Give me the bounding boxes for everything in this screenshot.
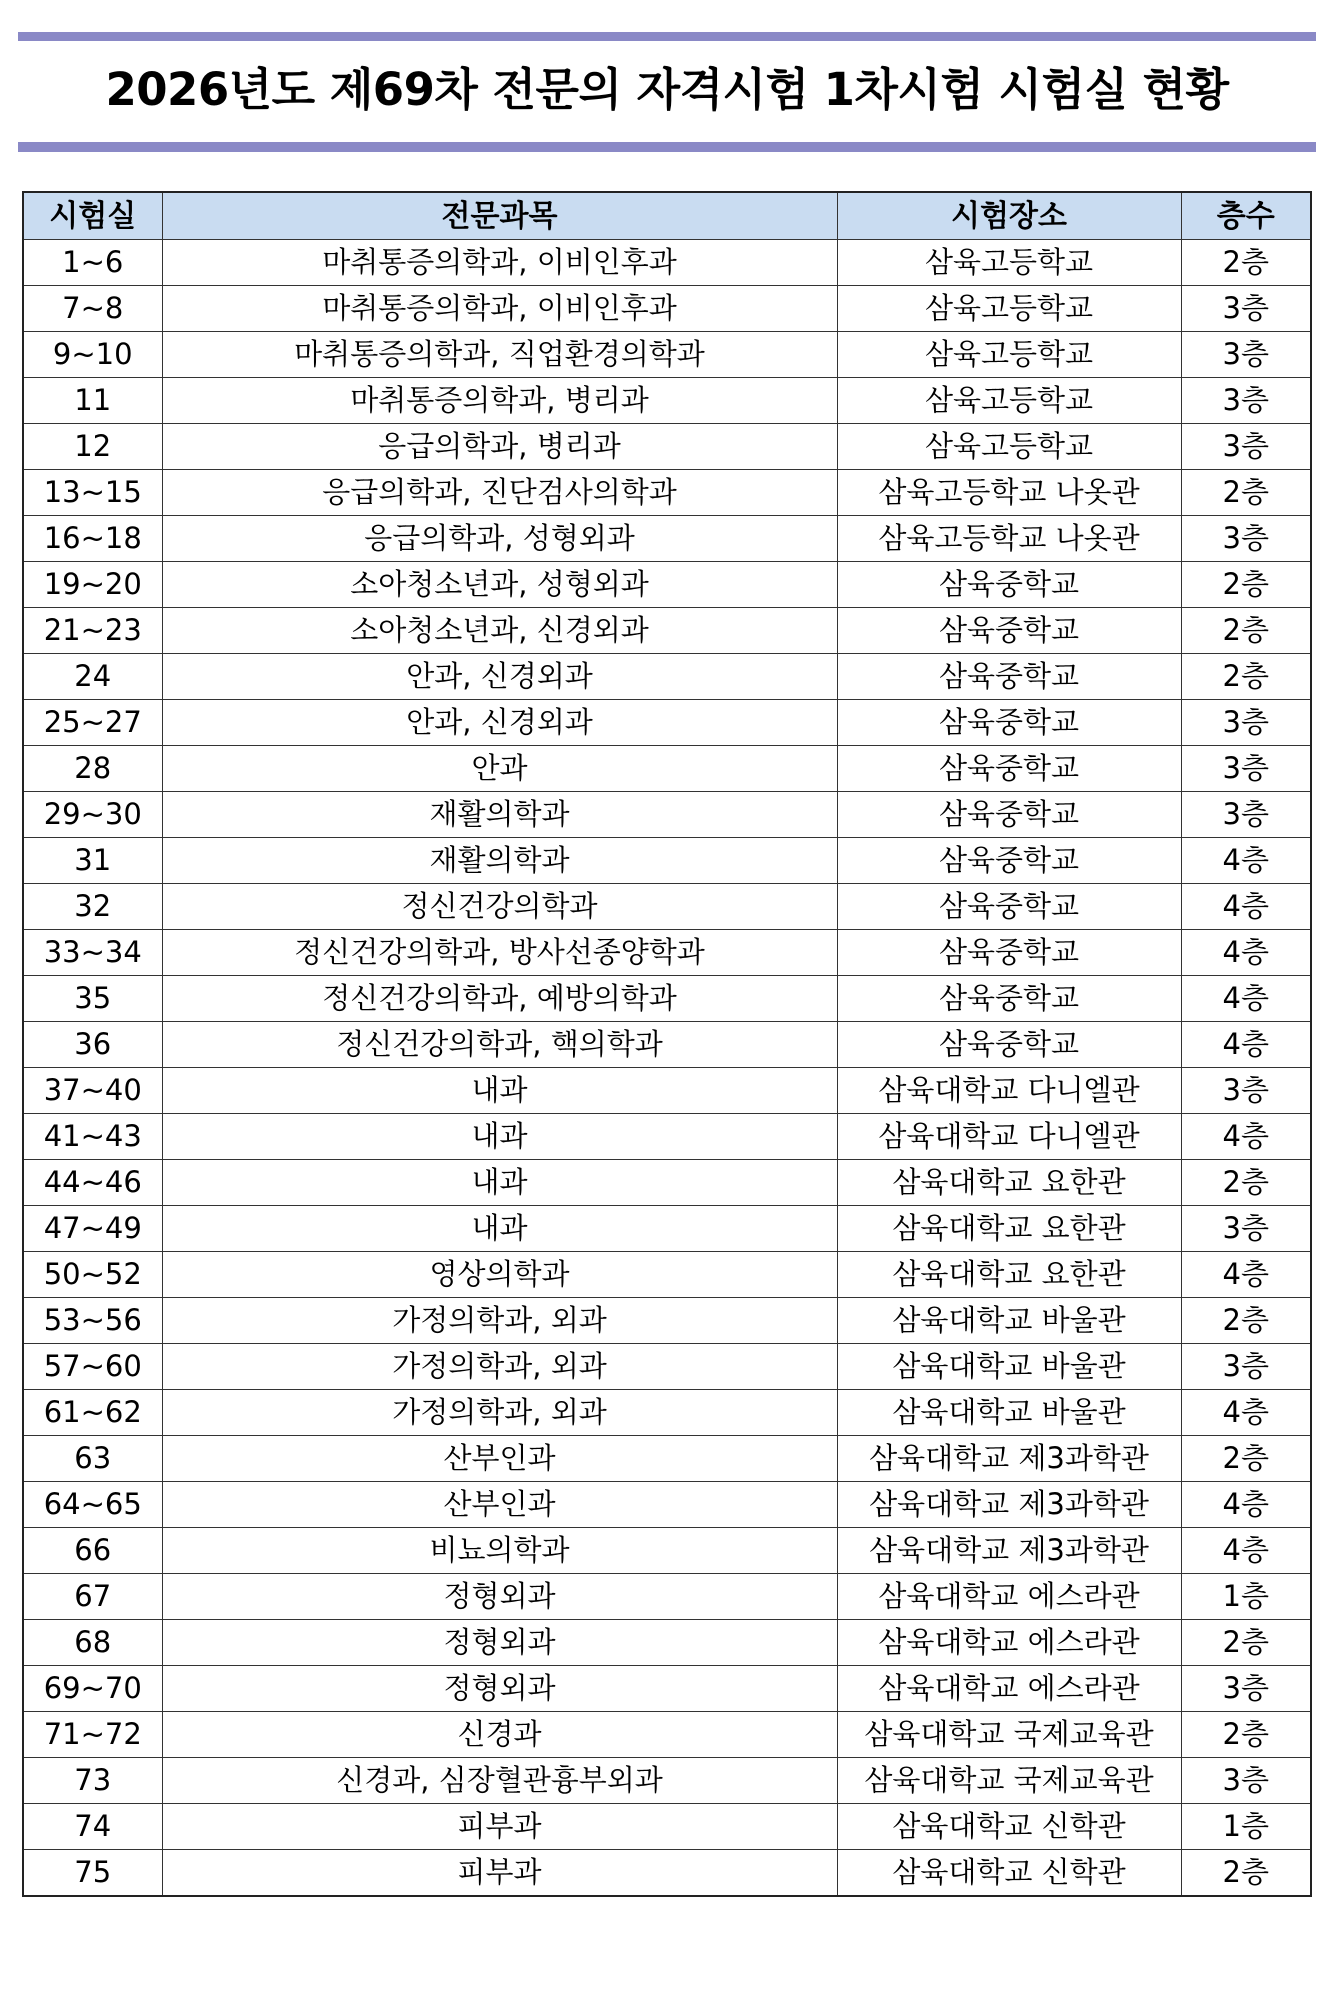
cell-place: 삼육중학교 <box>837 562 1181 608</box>
cell-subject: 정신건강의학과, 방사선종양학과 <box>162 930 837 976</box>
cell-room: 50~52 <box>23 1252 162 1298</box>
cell-subject: 내과 <box>162 1160 837 1206</box>
cell-floor: 3층 <box>1181 516 1311 562</box>
cell-subject: 신경과, 심장혈관흉부외과 <box>162 1758 837 1804</box>
cell-subject: 비뇨의학과 <box>162 1528 837 1574</box>
cell-room: 36 <box>23 1022 162 1068</box>
cell-place: 삼육대학교 제3과학관 <box>837 1436 1181 1482</box>
cell-subject: 피부과 <box>162 1850 837 1897</box>
cell-floor: 4층 <box>1181 1390 1311 1436</box>
cell-place: 삼육대학교 바울관 <box>837 1344 1181 1390</box>
cell-room: 74 <box>23 1804 162 1850</box>
cell-room: 25~27 <box>23 700 162 746</box>
cell-floor: 4층 <box>1181 1482 1311 1528</box>
cell-place: 삼육대학교 제3과학관 <box>837 1482 1181 1528</box>
table-row <box>23 976 1311 1022</box>
cell-subject: 정신건강의학과, 핵의학과 <box>162 1022 837 1068</box>
cell-room: 67 <box>23 1574 162 1620</box>
table-body <box>23 240 1311 1897</box>
cell-room: 21~23 <box>23 608 162 654</box>
cell-place: 삼육중학교 <box>837 700 1181 746</box>
cell-room: 9~10 <box>23 332 162 378</box>
cell-floor: 3층 <box>1181 792 1311 838</box>
title-band <box>18 32 1316 152</box>
cell-subject: 피부과 <box>162 1804 837 1850</box>
table-row <box>23 1528 1311 1574</box>
cell-room: 28 <box>23 746 162 792</box>
cell-floor: 2층 <box>1181 1298 1311 1344</box>
cell-place: 삼육중학교 <box>837 792 1181 838</box>
cell-floor: 4층 <box>1181 884 1311 930</box>
cell-place: 삼육고등학교 <box>837 424 1181 470</box>
cell-subject: 정형외과 <box>162 1574 837 1620</box>
cell-room: 35 <box>23 976 162 1022</box>
table-row <box>23 286 1311 332</box>
cell-place: 삼육고등학교 <box>837 240 1181 286</box>
cell-subject: 마취통증의학과, 직업환경의학과 <box>162 332 837 378</box>
table-row <box>23 1482 1311 1528</box>
cell-subject: 신경과 <box>162 1712 837 1758</box>
table-row <box>23 424 1311 470</box>
cell-subject: 소아청소년과, 신경외과 <box>162 608 837 654</box>
cell-floor: 4층 <box>1181 838 1311 884</box>
cell-floor: 2층 <box>1181 1850 1311 1897</box>
table-row <box>23 562 1311 608</box>
cell-place: 삼육중학교 <box>837 838 1181 884</box>
cell-floor: 2층 <box>1181 1436 1311 1482</box>
cell-room: 68 <box>23 1620 162 1666</box>
cell-place: 삼육대학교 에스라관 <box>837 1666 1181 1712</box>
cell-room: 75 <box>23 1850 162 1897</box>
cell-room: 41~43 <box>23 1114 162 1160</box>
cell-place: 삼육고등학교 <box>837 332 1181 378</box>
cell-subject: 내과 <box>162 1114 837 1160</box>
cell-place: 삼육대학교 요한관 <box>837 1206 1181 1252</box>
cell-floor: 3층 <box>1181 1758 1311 1804</box>
cell-subject: 소아청소년과, 성형외과 <box>162 562 837 608</box>
cell-subject: 정형외과 <box>162 1620 837 1666</box>
title-bottom-rule <box>18 142 1316 152</box>
cell-floor: 2층 <box>1181 1620 1311 1666</box>
cell-place: 삼육대학교 바울관 <box>837 1298 1181 1344</box>
cell-room: 53~56 <box>23 1298 162 1344</box>
cell-floor: 2층 <box>1181 470 1311 516</box>
cell-floor: 3층 <box>1181 1206 1311 1252</box>
table-row <box>23 470 1311 516</box>
cell-room: 69~70 <box>23 1666 162 1712</box>
table-row <box>23 1620 1311 1666</box>
cell-place: 삼육대학교 신학관 <box>837 1850 1181 1897</box>
cell-place: 삼육대학교 요한관 <box>837 1160 1181 1206</box>
cell-room: 12 <box>23 424 162 470</box>
table-row <box>23 240 1311 286</box>
cell-floor: 4층 <box>1181 1252 1311 1298</box>
cell-floor: 2층 <box>1181 1712 1311 1758</box>
document-title: 2026년도 제69차 전문의 자격시험 1차시험 시험실 현황 <box>105 63 1229 116</box>
cell-floor: 3층 <box>1181 286 1311 332</box>
table-row <box>23 1850 1311 1897</box>
cell-floor: 4층 <box>1181 1022 1311 1068</box>
cell-room: 7~8 <box>23 286 162 332</box>
table-row <box>23 1436 1311 1482</box>
cell-floor: 2층 <box>1181 562 1311 608</box>
table-row <box>23 1712 1311 1758</box>
cell-subject: 내과 <box>162 1068 837 1114</box>
cell-room: 71~72 <box>23 1712 162 1758</box>
table-row <box>23 1160 1311 1206</box>
table-row <box>23 1390 1311 1436</box>
table-row <box>23 1022 1311 1068</box>
cell-floor: 3층 <box>1181 378 1311 424</box>
table-row <box>23 378 1311 424</box>
table-row <box>23 1574 1311 1620</box>
cell-subject: 마취통증의학과, 이비인후과 <box>162 286 837 332</box>
header-place: 시험장소 <box>837 192 1181 240</box>
cell-room: 61~62 <box>23 1390 162 1436</box>
cell-floor: 1층 <box>1181 1574 1311 1620</box>
cell-floor: 4층 <box>1181 1114 1311 1160</box>
cell-floor: 3층 <box>1181 1666 1311 1712</box>
cell-room: 31 <box>23 838 162 884</box>
cell-subject: 응급의학과, 진단검사의학과 <box>162 470 837 516</box>
cell-room: 57~60 <box>23 1344 162 1390</box>
cell-place: 삼육대학교 다니엘관 <box>837 1114 1181 1160</box>
cell-place: 삼육대학교 바울관 <box>837 1390 1181 1436</box>
cell-place: 삼육중학교 <box>837 884 1181 930</box>
cell-floor: 1층 <box>1181 1804 1311 1850</box>
cell-place: 삼육중학교 <box>837 746 1181 792</box>
cell-subject: 재활의학과 <box>162 838 837 884</box>
cell-room: 47~49 <box>23 1206 162 1252</box>
cell-subject: 산부인과 <box>162 1482 837 1528</box>
cell-subject: 안과 <box>162 746 837 792</box>
cell-floor: 4층 <box>1181 976 1311 1022</box>
table-row <box>23 654 1311 700</box>
cell-place: 삼육고등학교 나옷관 <box>837 516 1181 562</box>
cell-subject: 가정의학과, 외과 <box>162 1390 837 1436</box>
cell-place: 삼육중학교 <box>837 654 1181 700</box>
cell-floor: 2층 <box>1181 1160 1311 1206</box>
cell-place: 삼육대학교 에스라관 <box>837 1620 1181 1666</box>
table-row <box>23 884 1311 930</box>
cell-floor: 3층 <box>1181 424 1311 470</box>
cell-subject: 안과, 신경외과 <box>162 654 837 700</box>
cell-subject: 안과, 신경외과 <box>162 700 837 746</box>
table-row <box>23 792 1311 838</box>
cell-place: 삼육대학교 국제교육관 <box>837 1758 1181 1804</box>
cell-subject: 재활의학과 <box>162 792 837 838</box>
cell-subject: 응급의학과, 성형외과 <box>162 516 837 562</box>
table-row <box>23 1206 1311 1252</box>
cell-floor: 4층 <box>1181 1528 1311 1574</box>
table-row <box>23 1666 1311 1712</box>
cell-room: 73 <box>23 1758 162 1804</box>
table-row <box>23 1252 1311 1298</box>
cell-place: 삼육대학교 신학관 <box>837 1804 1181 1850</box>
cell-subject: 정신건강의학과 <box>162 884 837 930</box>
cell-place: 삼육중학교 <box>837 930 1181 976</box>
cell-place: 삼육대학교 다니엘관 <box>837 1068 1181 1114</box>
cell-place: 삼육중학교 <box>837 608 1181 654</box>
cell-floor: 2층 <box>1181 608 1311 654</box>
cell-subject: 영상의학과 <box>162 1252 837 1298</box>
cell-floor: 3층 <box>1181 746 1311 792</box>
cell-floor: 3층 <box>1181 700 1311 746</box>
cell-place: 삼육대학교 에스라관 <box>837 1574 1181 1620</box>
cell-room: 64~65 <box>23 1482 162 1528</box>
cell-place: 삼육대학교 제3과학관 <box>837 1528 1181 1574</box>
cell-subject: 내과 <box>162 1206 837 1252</box>
cell-room: 32 <box>23 884 162 930</box>
header-floor: 층수 <box>1181 192 1311 240</box>
table-row <box>23 516 1311 562</box>
cell-subject: 마취통증의학과, 이비인후과 <box>162 240 837 286</box>
cell-room: 11 <box>23 378 162 424</box>
header-room: 시험실 <box>23 192 162 240</box>
table-header-row <box>23 192 1311 240</box>
cell-room: 37~40 <box>23 1068 162 1114</box>
table-row <box>23 332 1311 378</box>
cell-subject: 응급의학과, 병리과 <box>162 424 837 470</box>
table-row <box>23 1344 1311 1390</box>
table-row <box>23 746 1311 792</box>
cell-room: 63 <box>23 1436 162 1482</box>
cell-floor: 3층 <box>1181 1068 1311 1114</box>
cell-subject: 정형외과 <box>162 1666 837 1712</box>
cell-room: 19~20 <box>23 562 162 608</box>
cell-place: 삼육중학교 <box>837 976 1181 1022</box>
cell-room: 29~30 <box>23 792 162 838</box>
cell-floor: 2층 <box>1181 240 1311 286</box>
cell-floor: 3층 <box>1181 1344 1311 1390</box>
cell-room: 33~34 <box>23 930 162 976</box>
cell-place: 삼육대학교 국제교육관 <box>837 1712 1181 1758</box>
cell-subject: 마취통증의학과, 병리과 <box>162 378 837 424</box>
cell-floor: 4층 <box>1181 930 1311 976</box>
cell-floor: 3층 <box>1181 332 1311 378</box>
cell-subject: 가정의학과, 외과 <box>162 1298 837 1344</box>
cell-room: 24 <box>23 654 162 700</box>
table-row <box>23 700 1311 746</box>
table-row <box>23 1068 1311 1114</box>
table-row <box>23 1114 1311 1160</box>
table-row <box>23 1758 1311 1804</box>
exam-room-table <box>22 191 1312 1897</box>
cell-place: 삼육고등학교 <box>837 286 1181 332</box>
cell-room: 13~15 <box>23 470 162 516</box>
cell-subject: 산부인과 <box>162 1436 837 1482</box>
cell-room: 44~46 <box>23 1160 162 1206</box>
table-row <box>23 1804 1311 1850</box>
cell-place: 삼육대학교 요한관 <box>837 1252 1181 1298</box>
cell-place: 삼육중학교 <box>837 1022 1181 1068</box>
cell-subject: 가정의학과, 외과 <box>162 1344 837 1390</box>
table-row <box>23 1298 1311 1344</box>
title-top-rule <box>18 32 1316 41</box>
cell-room: 66 <box>23 1528 162 1574</box>
cell-subject: 정신건강의학과, 예방의학과 <box>162 976 837 1022</box>
cell-floor: 2층 <box>1181 654 1311 700</box>
header-subject: 전문과목 <box>162 192 837 240</box>
cell-place: 삼육고등학교 나옷관 <box>837 470 1181 516</box>
cell-place: 삼육고등학교 <box>837 378 1181 424</box>
table-row <box>23 930 1311 976</box>
cell-room: 16~18 <box>23 516 162 562</box>
cell-room: 1~6 <box>23 240 162 286</box>
table-row <box>23 608 1311 654</box>
table-row <box>23 838 1311 884</box>
